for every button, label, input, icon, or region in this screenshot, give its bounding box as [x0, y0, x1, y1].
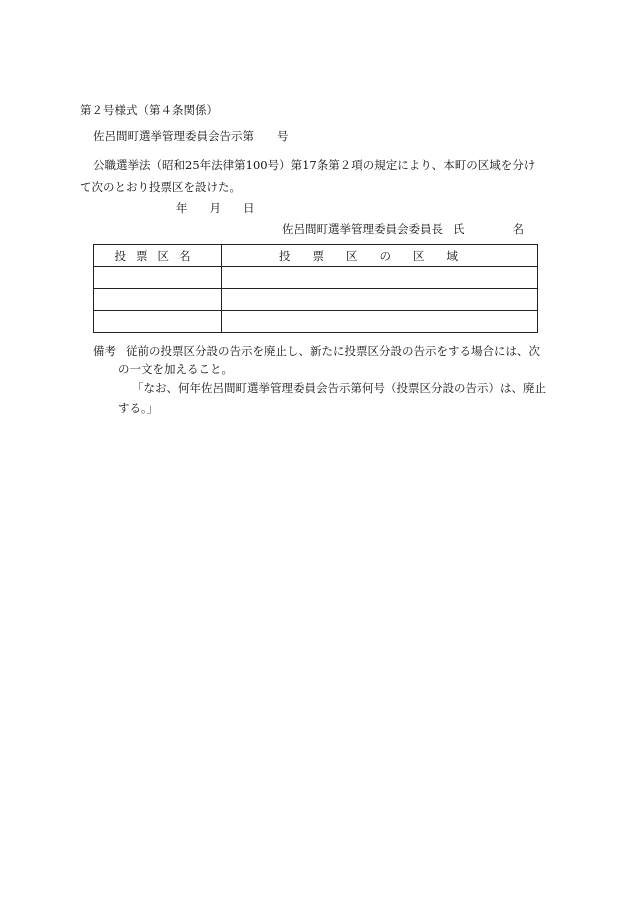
table-row	[94, 311, 538, 333]
table-cell-district-name	[94, 311, 222, 333]
date-line	[176, 200, 255, 216]
header-district-area: 投票区の区域	[222, 245, 538, 267]
table-header-row	[94, 245, 538, 267]
signatory-title: 佐呂間町選挙管理委員会委員長	[282, 222, 443, 236]
table-cell-district-area	[222, 289, 538, 311]
notice-title: 佐呂間町選挙管理委員会告示第 号	[93, 129, 289, 143]
remarks-line-3: 「なお、何年佐呂間町選挙管理委員会告示第何号（投票区分設の告示）は、廃止	[132, 381, 546, 395]
table-row	[94, 267, 538, 289]
remarks-line-2: の一文を加えること。	[118, 362, 233, 376]
table-cell-district-area	[222, 311, 538, 333]
table-cell-district-area	[222, 267, 538, 289]
signature-label-shi: 氏	[453, 222, 465, 236]
remarks-line-1	[93, 343, 540, 359]
form-title: 第２号様式（第４条関係）	[80, 103, 218, 117]
body-text-line-2: て次のとおり投票区を設けた。	[80, 180, 241, 194]
date-month-label: 月	[209, 201, 221, 215]
date-day-label: 日	[243, 201, 255, 215]
body-text-line-1: 公職選挙法（昭和25年法律第100号）第17条第２項の規定により、本町の区域を分け	[93, 158, 536, 172]
remarks-line-4: する。」	[118, 401, 159, 415]
voting-district-table	[93, 244, 538, 333]
date-year-label: 年	[176, 201, 188, 215]
remarks-label: 備考	[93, 344, 116, 358]
remarks-text-1: 従前の投票区分設の告示を廃止し、新たに投票区分設の告示をする場合には、次	[126, 344, 540, 358]
table-row	[94, 289, 538, 311]
table-cell-district-name	[94, 267, 222, 289]
signature-label-mei: 名	[512, 222, 524, 236]
table-cell-district-name	[94, 289, 222, 311]
signature-line	[282, 221, 524, 237]
header-district-name: 投票区名	[94, 245, 222, 267]
